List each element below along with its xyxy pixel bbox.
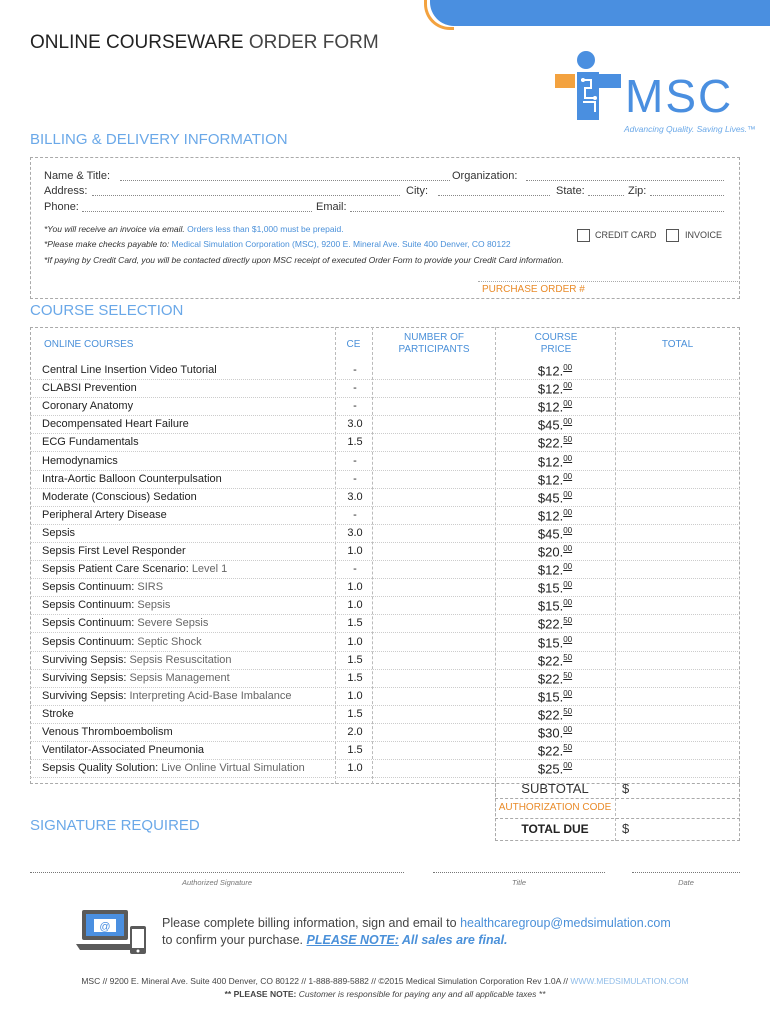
course-ce: 1.5 xyxy=(347,671,363,684)
row-total-input[interactable] xyxy=(616,434,740,451)
course-name: Stroke xyxy=(42,707,74,720)
participants-input[interactable] xyxy=(372,416,495,433)
please-note: PLEASE NOTE: xyxy=(306,933,399,947)
table-row xyxy=(30,543,740,561)
title-rest: ORDER FORM xyxy=(243,32,379,53)
participants-input[interactable] xyxy=(372,634,495,651)
course-ce: - xyxy=(353,563,357,576)
contact-email-link[interactable]: healthcaregroup@medsimulation.com xyxy=(460,916,671,930)
total-due-currency[interactable]: $ xyxy=(622,821,630,836)
participants-input[interactable] xyxy=(372,742,495,759)
course-ce: - xyxy=(353,400,357,413)
course-name: Sepsis Continuum: Septic Shock xyxy=(42,635,202,648)
course-name: Hemodynamics xyxy=(42,454,118,467)
participants-input[interactable] xyxy=(372,543,495,560)
state-input[interactable] xyxy=(588,187,624,196)
course-price: $15.00 xyxy=(537,634,573,650)
table-row xyxy=(30,416,740,434)
credit-card-label: CREDIT CARD xyxy=(595,230,657,240)
purchase-order-field[interactable]: PURCHASE ORDER # xyxy=(478,281,740,298)
course-name: Surviving Sepsis: Interpreting Acid-Base Imbalance xyxy=(42,689,292,702)
name-title-input[interactable] xyxy=(120,172,450,181)
organization-label: Organization: xyxy=(452,170,518,182)
row-total-input[interactable] xyxy=(616,597,740,614)
invoice-checkbox[interactable] xyxy=(666,229,679,242)
table-row xyxy=(30,507,740,525)
course-ce: - xyxy=(353,472,357,485)
table-row xyxy=(30,615,740,633)
table-row xyxy=(30,652,740,670)
header-total: TOTAL xyxy=(661,339,694,350)
participants-input[interactable] xyxy=(372,579,495,596)
participants-input[interactable] xyxy=(372,688,495,705)
course-ce: 1.0 xyxy=(347,762,363,775)
logo-tagline: Advancing Quality. Saving Lives.™ xyxy=(624,124,756,134)
course-price: $22.50 xyxy=(537,743,573,759)
city-label: City: xyxy=(406,185,428,197)
row-total-input[interactable] xyxy=(616,398,740,415)
course-price: $22.50 xyxy=(537,670,573,687)
course-name: Sepsis Continuum: SIRS xyxy=(42,581,164,594)
email-input[interactable] xyxy=(350,203,724,212)
course-ce: 1.5 xyxy=(347,617,363,630)
participants-input[interactable] xyxy=(372,507,495,524)
participants-input[interactable] xyxy=(372,489,495,506)
table-row xyxy=(30,434,740,452)
course-name: Surviving Sepsis: Sepsis Management xyxy=(42,671,230,684)
authorized-signature-line[interactable] xyxy=(30,872,404,873)
totals-divider xyxy=(495,818,740,819)
billing-section-title: BILLING & DELIVERY INFORMATION xyxy=(30,131,288,148)
course-ce: 2.0 xyxy=(347,726,363,738)
invoice-note: *You will receive an invoice via email. Orders less than $1,000 must be prepaid. xyxy=(44,224,344,234)
footer-line-1: MSC // 9200 E. Mineral Ave. Suite 400 Denver, CO 80122 // 1-888-889-5882 // ©2015 Medical Simulation Corporation Rev 1.0A // WWW.MEDSIMULATION.COM xyxy=(81,976,689,986)
address-label: Address: xyxy=(44,185,88,197)
address-input[interactable] xyxy=(92,187,400,196)
course-name: CLABSI Prevention xyxy=(42,382,137,395)
website-link[interactable]: WWW.MEDSIMULATION.COM xyxy=(570,976,689,986)
course-price: $45.00 xyxy=(537,489,573,506)
course-price: $12.00 xyxy=(537,562,573,578)
header-accent-bar xyxy=(430,0,770,26)
course-ce: 1.0 xyxy=(347,581,363,594)
course-ce: 3.0 xyxy=(347,490,363,503)
course-name: Coronary Anatomy xyxy=(42,400,134,413)
course-name: Peripheral Artery Disease xyxy=(42,508,167,521)
date-caption: Date xyxy=(678,878,694,887)
title-caption: Title xyxy=(511,878,527,887)
participants-input[interactable] xyxy=(372,597,495,614)
course-ce: 1.5 xyxy=(347,436,363,449)
course-section-title: COURSE SELECTION xyxy=(30,302,184,319)
credit-card-note: *If paying by Credit Card, you will be contacted directly upon MSC receipt of executed Order Form to provide your Credit Card information. xyxy=(44,255,564,265)
row-total-input[interactable] xyxy=(616,760,740,777)
zip-input[interactable] xyxy=(650,187,724,196)
participants-input[interactable] xyxy=(372,398,495,415)
participants-input[interactable] xyxy=(372,615,495,632)
course-ce: 1.5 xyxy=(347,744,363,757)
totals-divider xyxy=(495,798,740,799)
course-name: Central Line Insertion Video Tutorial xyxy=(42,364,217,376)
subtotal-currency[interactable]: $ xyxy=(622,781,630,796)
course-ce: 1.0 xyxy=(347,599,363,612)
table-row xyxy=(30,398,740,416)
name-title-label: Name & Title: xyxy=(44,170,111,182)
course-price: $12.00 xyxy=(537,363,573,379)
course-ce: 3.0 xyxy=(347,526,363,539)
course-price: $20.00 xyxy=(537,544,573,560)
subtotal-label: SUBTOTAL xyxy=(521,781,589,796)
total-due-label: TOTAL DUE xyxy=(521,822,589,836)
row-total-input[interactable] xyxy=(616,416,740,433)
row-total-input[interactable] xyxy=(616,670,740,687)
course-price: $15.00 xyxy=(537,598,573,614)
authorized-signature-caption: Authorized Signature xyxy=(181,878,253,887)
course-name: Moderate (Conscious) Sedation xyxy=(42,490,197,503)
row-total-input[interactable] xyxy=(616,615,740,632)
email-label: Email: xyxy=(316,201,347,213)
contact-line-2: to confirm your purchase. PLEASE NOTE: All sales are final. xyxy=(162,933,508,947)
course-name: Intra-Aortic Balloon Counterpulsation xyxy=(42,472,222,485)
row-total-input[interactable] xyxy=(616,561,740,578)
organization-input[interactable] xyxy=(526,172,724,181)
course-price: $12.00 xyxy=(537,381,573,397)
row-total-input[interactable] xyxy=(616,471,740,488)
table-row xyxy=(30,742,740,760)
row-total-input[interactable] xyxy=(616,688,740,705)
course-name: Sepsis Patient Care Scenario: Level 1 xyxy=(42,563,228,576)
course-name: Sepsis First Level Responder xyxy=(42,545,186,557)
page-title xyxy=(30,32,379,54)
header-ce: CE xyxy=(346,339,361,350)
table-row xyxy=(30,634,740,652)
course-price: $22.50 xyxy=(537,435,573,451)
email-devices-icon xyxy=(76,908,148,956)
course-name: Sepsis Continuum: Sepsis xyxy=(42,599,171,612)
header-participants: NUMBER OF PARTICIPANTS xyxy=(398,332,470,355)
course-name: Sepsis xyxy=(42,526,76,539)
course-ce: 1.5 xyxy=(347,707,363,720)
state-label: State: xyxy=(556,185,585,197)
participants-input[interactable] xyxy=(372,670,495,687)
table-row xyxy=(30,525,740,543)
course-price: $12.00 xyxy=(537,471,573,487)
signature-section-title: SIGNATURE REQUIRED xyxy=(30,817,200,834)
table-row xyxy=(30,489,740,507)
table-row xyxy=(30,688,740,706)
course-name: ECG Fundamentals xyxy=(42,436,139,449)
table-row xyxy=(30,453,740,471)
course-price: $12.00 xyxy=(537,453,573,469)
row-total-input[interactable] xyxy=(616,380,740,397)
course-price: $12.00 xyxy=(537,507,573,524)
date-line[interactable] xyxy=(632,872,740,873)
course-ce: - xyxy=(353,508,357,521)
course-ce: - xyxy=(353,454,357,467)
header-course-price: COURSE PRICE xyxy=(534,332,578,355)
row-total-input[interactable] xyxy=(616,362,740,379)
row-total-input[interactable] xyxy=(616,634,740,651)
course-name: Venous Thromboembolism xyxy=(42,726,173,738)
all-sales-final: All sales are final. xyxy=(398,933,508,947)
participants-input[interactable] xyxy=(372,453,495,470)
participants-input[interactable] xyxy=(372,724,495,741)
table-row xyxy=(30,760,740,778)
row-total-input[interactable] xyxy=(616,507,740,524)
course-ce: - xyxy=(353,364,357,376)
course-ce: - xyxy=(353,382,357,395)
phone-label: Phone: xyxy=(44,201,79,213)
participants-input[interactable] xyxy=(372,652,495,669)
course-price: $15.00 xyxy=(537,580,573,596)
title-line[interactable] xyxy=(433,872,605,873)
row-total-input[interactable] xyxy=(616,543,740,560)
check-payable-note: *Please make checks payable to: Medical Simulation Corporation (MSC), 9200 E. Mineral Ave. Suite 400 Denver, CO 80122 xyxy=(44,239,511,249)
course-ce: 1.0 xyxy=(347,635,363,648)
header-online-courses: ONLINE COURSES xyxy=(44,339,134,350)
row-total-input[interactable] xyxy=(616,706,740,723)
course-price: $15.00 xyxy=(537,688,573,705)
participants-input[interactable] xyxy=(372,380,495,397)
zip-label: Zip: xyxy=(628,185,647,197)
course-name: Ventilator-Associated Pneumonia xyxy=(42,744,205,757)
course-name: Decompensated Heart Failure xyxy=(42,418,189,431)
course-ce: 1.0 xyxy=(347,689,363,702)
city-input[interactable] xyxy=(438,187,550,196)
svg-text:@: @ xyxy=(99,921,111,933)
footer-tax-note: ** PLEASE NOTE: Customer is responsible for paying any and all applicable taxes ** xyxy=(224,989,546,999)
row-total-input[interactable] xyxy=(616,489,740,506)
table-row xyxy=(30,706,740,724)
course-ce: 3.0 xyxy=(347,418,363,431)
participants-input[interactable] xyxy=(372,706,495,723)
course-ce: 1.5 xyxy=(347,653,363,666)
invoice-label: INVOICE xyxy=(685,230,723,240)
course-name: Sepsis Continuum: Severe Sepsis xyxy=(42,617,209,630)
participants-input[interactable] xyxy=(372,525,495,542)
course-name: Surviving Sepsis: Sepsis Resuscitation xyxy=(42,653,232,666)
phone-input[interactable] xyxy=(82,203,312,212)
logo-text: MSC xyxy=(625,70,733,122)
course-price: $22.50 xyxy=(537,706,573,723)
table-row xyxy=(30,724,740,742)
row-total-input[interactable] xyxy=(616,652,740,669)
participants-input[interactable] xyxy=(372,760,495,777)
table-row xyxy=(30,362,740,380)
course-price: $45.00 xyxy=(537,525,573,542)
participants-input[interactable] xyxy=(372,434,495,451)
participants-input[interactable] xyxy=(372,471,495,488)
row-total-input[interactable] xyxy=(616,742,740,759)
credit-card-checkbox[interactable] xyxy=(577,229,590,242)
course-price: $45.00 xyxy=(537,417,573,433)
row-total-input[interactable] xyxy=(616,525,740,542)
participants-input[interactable] xyxy=(372,362,495,379)
table-row xyxy=(30,579,740,597)
table-row xyxy=(30,670,740,688)
title-bold: ONLINE COURSEWARE xyxy=(30,32,244,53)
participants-input[interactable] xyxy=(372,561,495,578)
table-row xyxy=(30,380,740,398)
course-price: $12.00 xyxy=(537,399,573,415)
contact-line-1: Please complete billing information, sign and email to healthcaregroup@medsimulation.com xyxy=(162,916,671,930)
row-total-input[interactable] xyxy=(616,579,740,596)
row-total-input[interactable] xyxy=(616,453,740,470)
table-row xyxy=(30,471,740,489)
course-price: $22.50 xyxy=(537,616,573,632)
course-price: $22.50 xyxy=(537,652,573,668)
course-ce: 1.0 xyxy=(347,545,363,557)
course-name: Sepsis Quality Solution: Live Online Virtual Simulation xyxy=(42,762,305,775)
course-price: $25.00 xyxy=(537,761,573,777)
course-price: $30.00 xyxy=(537,725,573,741)
table-row xyxy=(30,561,740,579)
authorization-code-label: AUTHORIZATION CODE xyxy=(498,802,612,813)
row-total-input[interactable] xyxy=(616,724,740,741)
table-row xyxy=(30,597,740,615)
footer xyxy=(0,976,770,999)
